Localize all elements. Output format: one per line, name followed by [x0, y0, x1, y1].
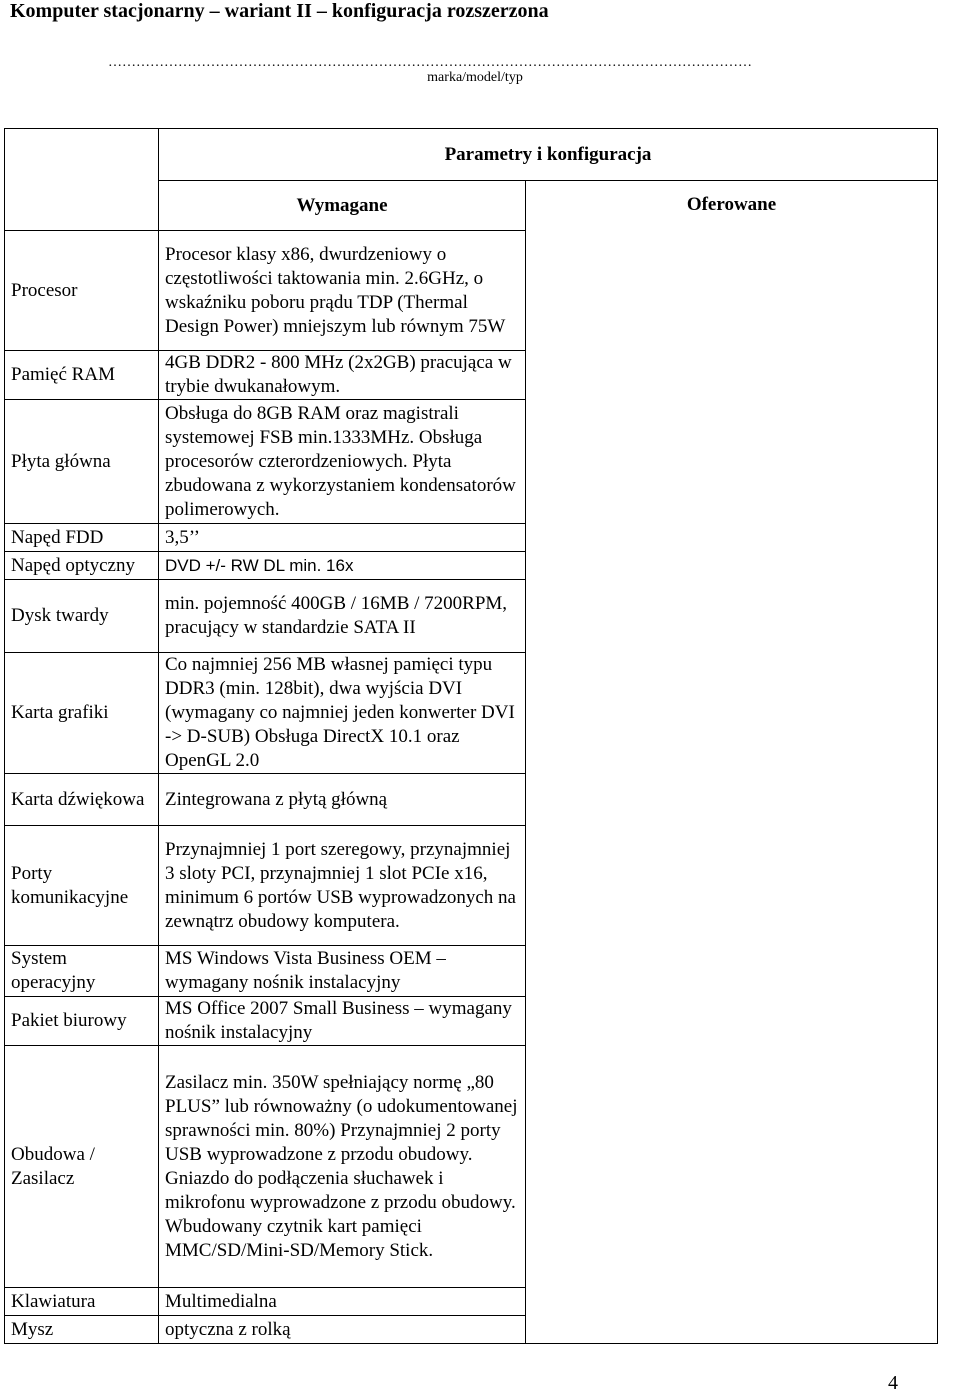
row-label: Płyta główna: [5, 400, 159, 524]
document-title: Komputer stacjonarny – wariant II – konfiguracja rozszerzona: [10, 0, 549, 22]
col-header-offered: Oferowane: [526, 181, 938, 1344]
row-value: MS Office 2007 Small Business – wymagany nośnik instalacyjny: [159, 997, 526, 1046]
row-label: Obudowa / Zasilacz: [5, 1046, 159, 1288]
col-header-required: Wymagane: [159, 181, 526, 231]
row-value: Przynajmniej 1 port szeregowy, przynajmniej 3 sloty PCI, przynajmniej 1 slot PCIe x16, minimum 6 portów USB wyprowadzonych na zewnątrz obudowy komputera.: [159, 826, 526, 946]
fill-in-dotted-line: …………………………………………………………………………………………………………………………: [108, 58, 752, 70]
row-label: Dysk twardy: [5, 580, 159, 653]
row-value: 4GB DDR2 - 800 MHz (2x2GB) pracująca w trybie dwukanałowym.: [159, 351, 526, 400]
spec-table: [4, 128, 938, 1344]
row-value: Obsługa do 8GB RAM oraz magistrali systemowej FSB min.1333MHz. Obsługa procesorów czterordzeniowych. Płyta zbudowana z wykorzystaniem kondensatorów polimerowych.: [159, 400, 526, 524]
row-value: Zasilacz min. 350W spełniający normę „80 PLUS” lub równoważny (o udokumentowanej sprawności min. 80%) Przynajmniej 2 porty USB wyprowadzone z przodu obudowy. Gniazdo do podłączenia słuchawek i mikrofonu wyprowadzone z przodu obudowy. Wbudowany czytnik kart pamięci MMC/SD/Mini-SD/Memory Stick.: [159, 1046, 526, 1288]
row-label: Napęd optyczny: [5, 552, 159, 580]
row-label: Napęd FDD: [5, 524, 159, 552]
page-number: 4: [888, 1372, 898, 1394]
row-value: optyczna z rolką: [159, 1316, 526, 1344]
row-value: Multimedialna: [159, 1288, 526, 1316]
corner-cell: [5, 129, 159, 231]
row-label: Procesor: [5, 231, 159, 351]
row-label: Mysz: [5, 1316, 159, 1344]
row-value: Co najmniej 256 MB własnej pamięci typu DDR3 (min. 128bit), dwa wyjścia DVI (wymagany co najmniej jeden konwerter DVI -> D-SUB) Obsługa DirectX 10.1 oraz OpenGL 2.0: [159, 653, 526, 774]
row-value: Procesor klasy x86, dwurdzeniowy o częstotliwości taktowania min. 2.6GHz, o wskaźniku poboru prądu TDP (Thermal Design Power) mniejszym lub równym 75W: [159, 231, 526, 351]
row-label: Karta grafiki: [5, 653, 159, 774]
row-value: min. pojemność 400GB / 16MB / 7200RPM, pracujący w standardzie SATA II: [159, 580, 526, 653]
model-caption: marka/model/typ: [427, 70, 523, 85]
group-header: Parametry i konfiguracja: [159, 129, 938, 181]
row-label: Pakiet biurowy: [5, 997, 159, 1046]
row-value: 3,5’’: [159, 524, 526, 552]
row-value: MS Windows Vista Business OEM – wymagany nośnik instalacyjny: [159, 946, 526, 997]
row-label: Pamięć RAM: [5, 351, 159, 400]
row-value: Zintegrowana z płytą główną: [159, 774, 526, 826]
row-label: Klawiatura: [5, 1288, 159, 1316]
row-value: DVD +/- RW DL min. 16x: [159, 552, 526, 580]
row-label: System operacyjny: [5, 946, 159, 997]
row-label: Porty komunikacyjne: [5, 826, 159, 946]
row-label: Karta dźwiękowa: [5, 774, 159, 826]
